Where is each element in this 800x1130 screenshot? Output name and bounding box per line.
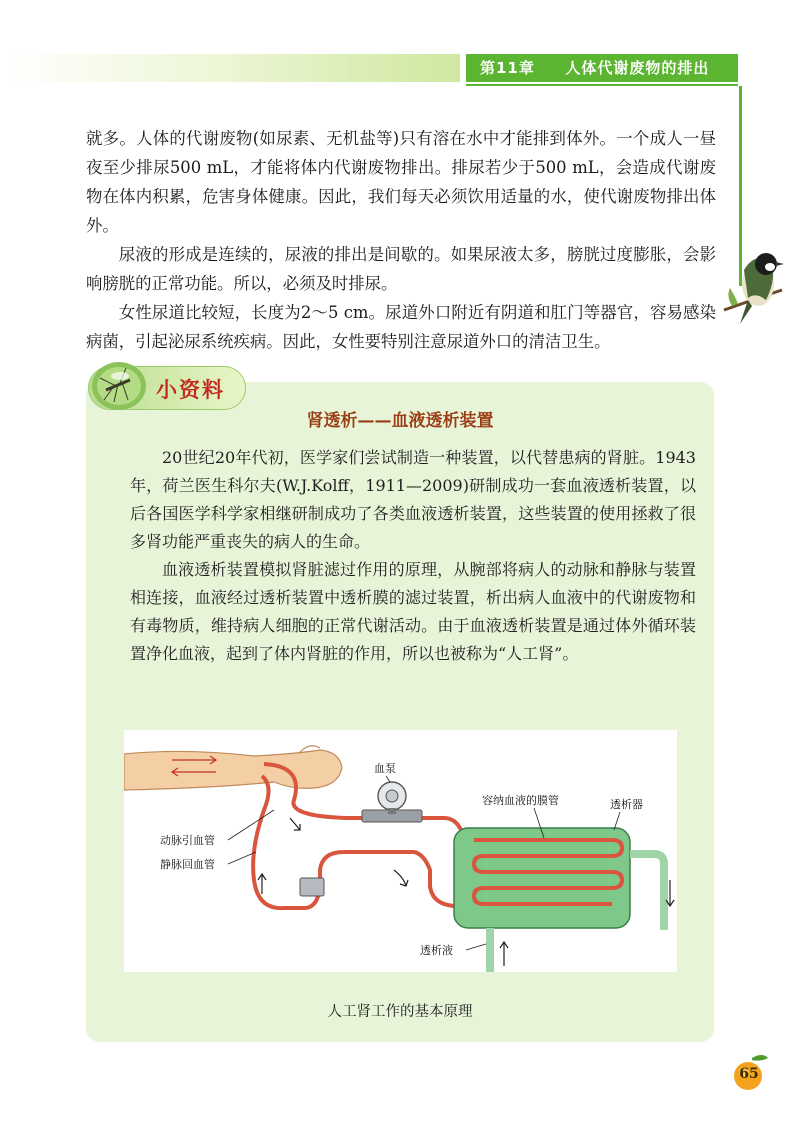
paragraph-3: 女性尿道比较短，长度为2～5 cm。尿道外口附近有阴道和肛门等器官，容易感染病菌，引起泌尿系统疾病。因此，女性要特别注意尿道外口的清洁卫生。 [86, 303, 716, 351]
chapter-number: 第11章 [480, 59, 535, 77]
label-pump: 血泵 [374, 762, 396, 775]
label-dialysate: 透析液 [420, 944, 453, 957]
header-gradient-bar [0, 54, 460, 82]
diagram-caption: 人工肾工作的基本原理 [327, 1004, 473, 1020]
info-paragraph-2: 血液透析装置模拟肾脏滤过作用的原理，从腕部将病人的动脉和静脉与装置相连接，血液经过透析装置中透析膜的滤过装置，析出病人血液中的代谢废物和有毒物质，维持病人细胞的正常代谢活动。由于血液透析装置是通过体外循环装置净化血液，起到了体内肾脏的作用，所以也被称为“人工肾”。 [130, 560, 696, 663]
header-rule [466, 84, 738, 86]
page-number: 65 [739, 1066, 759, 1082]
bird-illustration [722, 240, 784, 328]
mosquito-icon [90, 360, 148, 412]
main-text [86, 124, 716, 356]
label-artery-tube: 动脉引血管 [160, 834, 215, 847]
chapter-header [466, 54, 738, 82]
label-dialyzer: 透析器 [610, 798, 643, 811]
dialyzer [454, 828, 630, 928]
info-text [130, 444, 696, 668]
paragraph-2: 尿液的形成是连续的，尿液的排出是间歇的。如果尿液太多，膀胱过度膨胀，会影响膀胱的正常功能。所以，必须及时排尿。 [86, 245, 716, 293]
info-paragraph-1: 20世纪20年代初，医学家们尝试制造一种装置，以代替患病的肾脏。1943年，荷兰医生科尔夫(W.J.Kolff，1911—2009)研制成功一套血液透析装置，以后各国医学科学家相继研制成功了各类血液透析装置，这些装置的使用拯救了很多肾功能严重丧失的病人的生命。 [130, 448, 696, 551]
info-title: 肾透析——血液透析装置 [306, 411, 494, 431]
arm-drawing [124, 750, 342, 790]
chapter-title: 人体代谢废物的排出 [565, 59, 710, 77]
paragraph-1: 就多。人体的代谢废物(如尿素、无机盐等)只有溶在水中才能排到体外。一个成人一昼夜至少排尿500 mL，才能将体内代谢废物排出。排尿若少于500 mL，会造成代谢废物在体内积累，危害身体健康。因此，我们每天必须饮用适量的水，使代谢废物排出体外。 [86, 129, 716, 235]
label-vein-tube: 静脉回血管 [160, 858, 215, 871]
info-badge-label: 小资料 [156, 378, 225, 402]
dialysis-diagram [124, 730, 677, 972]
label-membrane-tube: 容纳血液的膜管 [482, 794, 559, 807]
